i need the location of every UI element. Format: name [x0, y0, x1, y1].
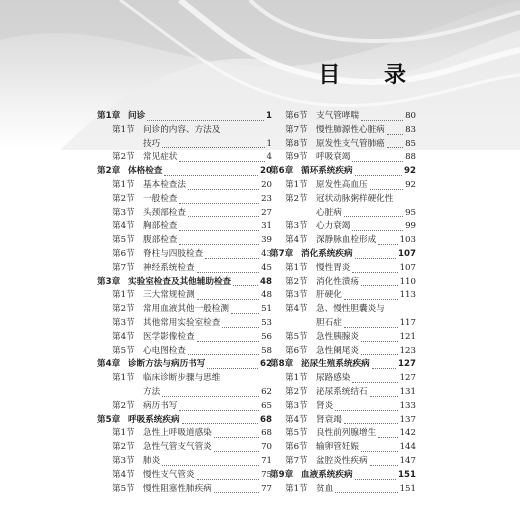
toc-column-left [97, 110, 272, 496]
toc-section-entry [97, 386, 272, 400]
toc-entry-title: 腹部检查 [143, 235, 178, 246]
toc-entry-title: 急性上呼吸道感染 [143, 428, 212, 439]
toc-chapter-entry [270, 469, 416, 483]
toc-entry-title: 其他常用实验室检查 [143, 317, 221, 328]
toc-entry-number: 第8节 [285, 138, 308, 149]
toc-entry-page: 51 [261, 304, 272, 315]
toc-leader-dots [214, 437, 259, 438]
toc-entry-page: 20 [260, 166, 272, 177]
toc-leader-dots [197, 479, 259, 480]
toc-entry-number: 第4章 [97, 359, 121, 370]
toc-leader-dots [222, 327, 259, 328]
toc-leader-dots [182, 423, 258, 424]
toc-section-entry [270, 179, 416, 193]
toc-entry-title: 血液系统疾病 [301, 469, 353, 480]
toc-leader-dots [352, 230, 403, 231]
toc-entry-title: 消化系统疾病 [301, 248, 353, 259]
toc-leader-dots [355, 175, 402, 176]
toc-entry-number: 第9章 [270, 469, 294, 480]
toc-section-entry [97, 427, 272, 441]
toc-entry-number: 第5节 [112, 345, 135, 356]
toc-section-entry [270, 276, 416, 290]
toc-entry-title: 神经系统检查 [143, 262, 195, 273]
toc-entry-title: 心电图检查 [143, 345, 186, 356]
toc-entry-number: 第2节 [112, 193, 135, 204]
toc-entry-page: 39 [261, 235, 272, 246]
toc-section-entry [270, 220, 416, 234]
toc-entry-number: 第4节 [112, 331, 135, 342]
toc-entry-title: 方法 [143, 386, 161, 397]
toc-section-entry [97, 234, 272, 248]
toc-entry-title: 肝硬化 [316, 290, 342, 301]
toc-entry-page: 133 [399, 400, 416, 411]
toc-entry-page: 68 [261, 428, 272, 439]
toc-entry-title: 病历书写 [143, 400, 178, 411]
toc-entry-page: 123 [399, 345, 416, 356]
toc-entry-number: 第4节 [285, 235, 308, 246]
toc-entry-page: 85 [405, 138, 416, 149]
toc-section-entry [270, 372, 416, 386]
toc-leader-dots [370, 189, 403, 190]
toc-leader-dots [188, 189, 259, 190]
toc-section-entry [97, 193, 272, 207]
toc-section-entry [270, 345, 416, 359]
toc-entry-title: 肾衰竭 [316, 414, 342, 425]
toc-entry-title: 原发性支气管肺癌 [316, 138, 385, 149]
toc-section-entry [270, 138, 416, 152]
toc-leader-dots [387, 134, 403, 135]
toc-leader-dots [344, 327, 398, 328]
toc-entry-title: 肾炎 [316, 400, 334, 411]
page-title: 目 录 [318, 63, 424, 88]
toc-entry-title: 技巧 [143, 138, 161, 149]
toc-entry-number: 第5节 [285, 428, 308, 439]
toc-entry-title: 体格检查 [128, 166, 163, 177]
toc-section-entry [97, 303, 272, 317]
toc-leader-dots [370, 396, 398, 397]
toc-entry-title: 良性前列腺增生 [316, 428, 377, 439]
toc-entry-title: 肺炎 [143, 455, 161, 466]
toc-entry-page: 142 [399, 428, 416, 439]
toc-entry-page: 45 [261, 262, 272, 273]
toc-leader-dots [205, 258, 259, 259]
toc-entry-title: 胸部检查 [143, 221, 178, 232]
toc-entry-page: 107 [399, 262, 416, 273]
toc-entry-page: 92 [404, 166, 416, 177]
toc-entry-title: 深静脉血栓形成 [316, 235, 377, 246]
toc-entry-title: 尿路感染 [316, 373, 351, 384]
toc-entry-number: 第7节 [285, 455, 308, 466]
toc-chapter-entry [97, 414, 272, 428]
toc-entry-number: 第1节 [285, 262, 308, 273]
toc-entry-number: 第7节 [112, 262, 135, 273]
toc-entry-title: 胆石症 [316, 317, 342, 328]
toc-entry-title: 三大常规检测 [143, 290, 195, 301]
toc-entry-number: 第2节 [285, 276, 308, 287]
toc-leader-dots [164, 175, 258, 176]
toc-section-entry [97, 317, 272, 331]
toc-entry-page: 58 [261, 345, 272, 356]
toc-entry-number: 第9节 [285, 152, 308, 163]
toc-entry-number: 第5节 [285, 331, 308, 342]
toc-entry-page: 62 [261, 386, 272, 397]
toc-section-entry [97, 483, 272, 497]
toc-section-entry [270, 262, 416, 276]
toc-section-entry [270, 110, 416, 124]
toc-entry-number: 第3节 [285, 290, 308, 301]
toc-entry-number: 第2节 [285, 193, 308, 204]
toc-entry-page: 31 [261, 221, 272, 232]
toc-entry-title: 慢性支气管炎 [143, 469, 195, 480]
toc-section-entry [97, 400, 272, 414]
toc-section-entry [270, 207, 416, 221]
toc-entry-page: 1 [266, 138, 272, 149]
toc-entry-title: 循环系统疾病 [301, 166, 353, 177]
toc-section-entry [270, 193, 416, 207]
toc-entry-title: 慢性肺源性心脏病 [316, 124, 385, 135]
toc-entry-title: 原发性高血压 [316, 179, 368, 190]
toc-leader-dots [344, 299, 398, 300]
toc-section-entry [270, 414, 416, 428]
toc-section-entry [97, 248, 272, 262]
toc-leader-dots [355, 258, 396, 259]
toc-entry-number: 第5节 [112, 483, 135, 494]
toc-entry-title: 急性阑尾炎 [316, 345, 359, 356]
toc-entry-title: 脊柱与四肢检查 [143, 248, 204, 259]
toc-chapter-entry [270, 248, 416, 262]
toc-entry-title: 常见症状 [143, 152, 178, 163]
toc-entry-number: 第4节 [285, 304, 308, 315]
toc-section-entry [270, 427, 416, 441]
toc-leader-dots [197, 272, 259, 273]
toc-leader-dots [361, 451, 398, 452]
toc-entry-number: 第5章 [97, 414, 121, 425]
toc-section-entry [97, 207, 272, 221]
toc-entry-title: 慢性胃炎 [316, 262, 351, 273]
toc-entry-page: 20 [261, 179, 272, 190]
toc-entry-title: 诊断方法与病历书写 [128, 359, 206, 370]
toc-leader-dots [188, 354, 259, 355]
toc-leader-dots [355, 479, 396, 480]
toc-section-entry [97, 345, 272, 359]
toc-entry-number: 第5节 [112, 235, 135, 246]
toc-section-entry [97, 372, 272, 386]
toc-entry-number: 第6节 [285, 345, 308, 356]
toc-entry-title: 问诊的内容、方法及 [143, 124, 221, 135]
toc-entry-title: 急、慢性胆囊炎与 [316, 304, 385, 315]
toc-entry-page: 48 [261, 290, 272, 301]
toc-entry-page: 113 [399, 290, 416, 301]
toc-entry-page: 53 [261, 317, 272, 328]
toc-entry-number: 第2节 [112, 152, 135, 163]
toc-entry-number: 第2节 [112, 400, 135, 411]
toc-entry-title: 贫血 [316, 483, 334, 494]
toc-entry-page: 71 [261, 455, 272, 466]
toc-entry-number: 第3节 [112, 207, 135, 218]
toc-leader-dots [179, 244, 259, 245]
toc-entry-number: 第1章 [97, 111, 121, 121]
toc-section-entry [97, 441, 272, 455]
toc-entry-number: 第3节 [285, 400, 308, 411]
toc-section-entry [270, 483, 416, 497]
toc-entry-title: 心力衰竭 [316, 221, 351, 232]
toc-entry-number: 第6章 [270, 166, 294, 177]
toc-entry-number: 第6节 [285, 111, 308, 121]
toc-leader-dots [214, 451, 259, 452]
toc-section-entry [97, 151, 272, 165]
toc-leader-dots [352, 161, 403, 162]
toc-entry-number: 第7章 [270, 248, 294, 259]
toc-entry-page: 62 [260, 359, 272, 370]
toc-section-entry [270, 455, 416, 469]
toc-entry-page: 1 [266, 111, 272, 121]
toc-section-entry [97, 179, 272, 193]
toc-chapter-entry [270, 165, 416, 179]
toc-entry-title: 基本检查法 [143, 179, 186, 190]
toc-leader-dots [214, 492, 259, 493]
toc-section-entry [97, 455, 272, 469]
toc-entry-title: 实验室检查及其他辅助检查 [128, 276, 232, 287]
toc-entry-page: 4 [266, 152, 272, 163]
toc-entry-title: 呼吸系统疾病 [128, 414, 180, 425]
toc-entry-page: 99 [405, 221, 416, 232]
toc-entry-number: 第4节 [285, 414, 308, 425]
toc-column-right [270, 110, 416, 496]
toc-section-entry [270, 303, 416, 317]
toc-entry-number: 第1节 [285, 373, 308, 384]
toc-section-entry [97, 124, 272, 138]
toc-entry-page: 77 [261, 483, 272, 494]
toc-section-entry [97, 469, 272, 483]
toc-leader-dots [147, 120, 264, 121]
toc-entry-title: 心脏病 [316, 207, 342, 218]
toc-entry-number: 第2节 [112, 304, 135, 315]
toc-entry-number: 第4节 [112, 469, 135, 480]
toc-leader-dots [162, 147, 264, 148]
toc-entry-title: 慢性阻塞性肺疾病 [143, 483, 212, 494]
toc-entry-number: 第1节 [112, 428, 135, 439]
toc-leader-dots [361, 341, 398, 342]
toc-entry-title: 临床诊断步骤与思维 [143, 373, 221, 384]
toc-entry-page: 107 [398, 248, 416, 259]
toc-entry-page: 110 [399, 276, 416, 287]
toc-entry-title: 急性气管支气管炎 [143, 442, 212, 453]
toc-entry-number: 第4节 [112, 221, 135, 232]
toc-entry-page: 56 [261, 331, 272, 342]
toc-entry-page: 127 [398, 359, 416, 370]
toc-entry-number: 第7节 [285, 124, 308, 135]
toc-entry-page: 75 [261, 469, 272, 480]
toc-entry-number: 第2节 [285, 386, 308, 397]
toc-leader-dots [197, 299, 259, 300]
toc-entry-page: 80 [405, 111, 416, 121]
toc-entry-page: 48 [260, 276, 272, 287]
toc-entry-number: 第1节 [285, 179, 308, 190]
toc-entry-page: 103 [399, 235, 416, 246]
toc-leader-dots [179, 410, 259, 411]
toc-entry-page: 137 [399, 414, 416, 425]
toc-entry-title: 消化性溃疡 [316, 276, 359, 287]
toc-entry-title: 医学影像检查 [143, 331, 195, 342]
toc-entry-page: 27 [261, 207, 272, 218]
toc-entry-number: 第1节 [285, 483, 308, 494]
toc-entry-number: 第2章 [97, 166, 121, 177]
toc-section-entry [270, 317, 416, 331]
toc-entry-title: 一般检查 [143, 193, 178, 204]
toc-leader-dots [162, 465, 259, 466]
toc-entry-page: 131 [399, 386, 416, 397]
toc-leader-dots [179, 161, 264, 162]
toc-leader-dots [162, 396, 259, 397]
toc-leader-dots [387, 147, 403, 148]
toc-leader-dots [372, 368, 396, 369]
toc-section-entry [97, 262, 272, 276]
toc-section-entry [270, 331, 416, 345]
toc-section-entry [270, 441, 416, 455]
toc-leader-dots [233, 285, 258, 286]
toc-entry-title: 常用血液其他一般检测 [143, 304, 229, 315]
toc-entry-title: 泌尿生殖系统疾病 [301, 359, 370, 370]
toc-leader-dots [335, 410, 397, 411]
toc-entry-number: 第6节 [112, 248, 135, 259]
toc-leader-dots [231, 313, 259, 314]
toc-entry-page: 144 [399, 442, 416, 453]
toc-entry-title: 头颈部检查 [143, 207, 186, 218]
toc-entry-number: 第3节 [285, 221, 308, 232]
toc-entry-page: 127 [399, 373, 416, 384]
toc-leader-dots [207, 368, 258, 369]
toc-entry-number: 第3章 [97, 276, 121, 287]
toc-entry-page: 147 [399, 455, 416, 466]
toc-entry-page: 121 [399, 331, 416, 342]
toc-leader-dots [352, 382, 397, 383]
toc-leader-dots [344, 216, 403, 217]
toc-entry-page: 70 [261, 442, 272, 453]
toc-entry-page: 43 [261, 248, 272, 259]
toc-chapter-entry [97, 358, 272, 372]
toc-section-entry [270, 289, 416, 303]
toc-entry-page: 83 [405, 124, 416, 135]
toc-section-entry [270, 234, 416, 248]
toc-chapter-entry [97, 276, 272, 290]
toc-entry-title: 输卵管妊娠 [316, 442, 359, 453]
toc-section-entry [270, 151, 416, 165]
toc-entry-page: 92 [405, 179, 416, 190]
toc-section-entry [270, 386, 416, 400]
toc-leader-dots [361, 285, 398, 286]
toc-entry-number: 第8章 [270, 359, 294, 370]
toc-entry-title: 呼吸衰竭 [316, 152, 351, 163]
toc-entry-number: 第2节 [112, 442, 135, 453]
toc-leader-dots [335, 492, 397, 493]
toc-entry-title: 问诊 [128, 111, 146, 121]
toc-leader-dots [370, 465, 398, 466]
toc-entry-number: 第3节 [112, 317, 135, 328]
toc-section-entry [97, 138, 272, 152]
toc-leader-dots [378, 244, 397, 245]
toc-entry-page: 65 [261, 400, 272, 411]
toc-leader-dots [361, 120, 403, 121]
toc-entry-page: 151 [398, 469, 416, 480]
toc-entry-title: 急性胰腺炎 [316, 331, 359, 342]
toc-entry-title: 泌尿系统结石 [316, 386, 368, 397]
toc-entry-page: 117 [399, 317, 416, 328]
toc-section-entry [270, 400, 416, 414]
toc-section-entry [97, 289, 272, 303]
toc-entry-page: 95 [405, 207, 416, 218]
toc-entry-page: 151 [399, 483, 416, 494]
toc-section-entry [97, 331, 272, 345]
toc-section-entry [97, 220, 272, 234]
toc-leader-dots [179, 230, 259, 231]
toc-entry-title: 支气管哮喘 [316, 111, 359, 121]
toc-chapter-entry [270, 358, 416, 372]
toc-entry-number: 第1节 [112, 179, 135, 190]
toc-entry-title: 盆腔炎性疾病 [316, 455, 368, 466]
toc-leader-dots [179, 203, 259, 204]
toc-entry-number: 第6节 [285, 442, 308, 453]
toc-leader-dots [361, 354, 398, 355]
toc-chapter-entry [97, 110, 272, 124]
toc-leader-dots [197, 341, 259, 342]
toc-chapter-entry [97, 165, 272, 179]
toc-entry-page: 68 [260, 414, 272, 425]
toc-entry-number: 第1节 [112, 290, 135, 301]
toc-leader-dots [352, 272, 397, 273]
toc-entry-number: 第1节 [112, 124, 135, 135]
toc-entry-number: 第1节 [112, 373, 135, 384]
toc-section-entry [270, 124, 416, 138]
toc-entry-page: 88 [405, 152, 416, 163]
toc-entry-number: 第3节 [112, 455, 135, 466]
toc-leader-dots [188, 216, 259, 217]
toc-leader-dots [378, 437, 397, 438]
toc-entry-page: 23 [261, 193, 272, 204]
toc-entry-title: 冠状动脉粥样硬化性 [316, 193, 394, 204]
toc-leader-dots [344, 423, 398, 424]
